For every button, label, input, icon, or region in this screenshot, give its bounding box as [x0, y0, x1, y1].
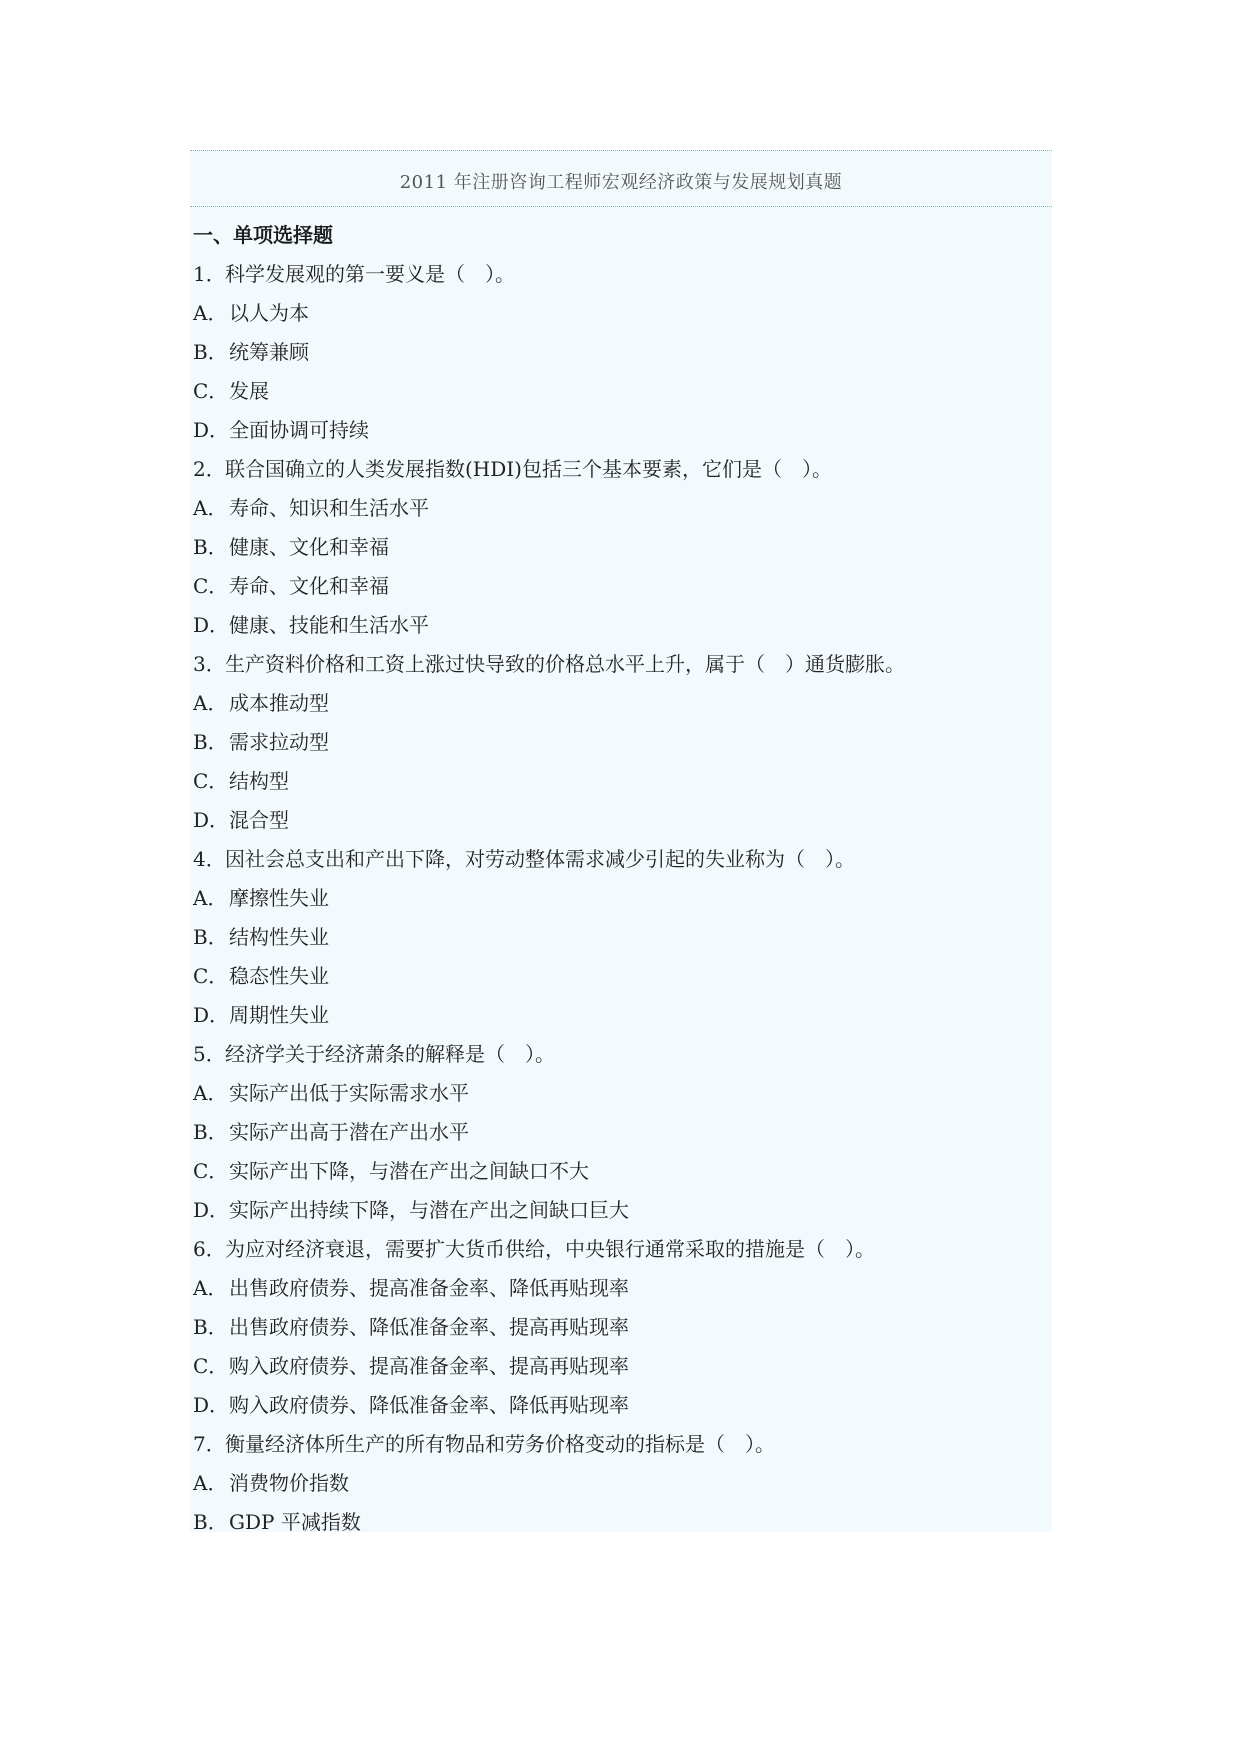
- option-letter: C．: [193, 379, 229, 403]
- question-4-option: [193, 918, 1043, 957]
- option-letter: B．: [193, 1510, 228, 1534]
- question-6-option: [193, 1347, 1043, 1386]
- question-2-option: [193, 567, 1043, 606]
- title-dotted-divider: [190, 206, 1052, 207]
- question-5-option: [193, 1113, 1043, 1152]
- option-text: 实际产出低于实际需求水平: [229, 1081, 469, 1105]
- question-3-option: [193, 723, 1043, 762]
- question-text: 为应对经济衰退，需要扩大货币供给，中央银行通常采取的措施是（ ）。: [225, 1237, 875, 1261]
- question-6-option: [193, 1308, 1043, 1347]
- option-text: 消费物价指数: [229, 1471, 349, 1495]
- option-text: 购入政府债券、提高准备金率、提高再贴现率: [229, 1354, 629, 1378]
- question-4-option: [193, 996, 1043, 1035]
- question-4-option: [193, 957, 1043, 996]
- option-text: 寿命、知识和生活水平: [229, 496, 429, 520]
- option-letter: B．: [193, 1120, 228, 1144]
- option-text: 实际产出持续下降，与潜在产出之间缺口巨大: [229, 1198, 629, 1222]
- option-text: 出售政府债券、提高准备金率、降低再贴现率: [229, 1276, 629, 1300]
- question-2-option: [193, 528, 1043, 567]
- question-5-option: [193, 1191, 1043, 1230]
- option-letter: A．: [193, 496, 228, 520]
- question-number: 4．: [193, 847, 226, 871]
- question-text: 联合国确立的人类发展指数(HDI)包括三个基本要素，它们是（ ）。: [225, 457, 832, 481]
- question-number: 3．: [193, 652, 226, 676]
- option-letter: B．: [193, 925, 228, 949]
- question-3-option: [193, 801, 1043, 840]
- option-letter: C．: [193, 1159, 229, 1183]
- question-6: [193, 1230, 1043, 1269]
- question-text: 因社会总支出和产出下降，对劳动整体需求减少引起的失业称为（ ）。: [225, 847, 855, 871]
- option-text: 结构性失业: [229, 925, 329, 949]
- question-number: 5．: [193, 1042, 226, 1066]
- option-letter: B．: [193, 535, 228, 559]
- option-text: 健康、文化和幸福: [229, 535, 389, 559]
- question-7-option: [193, 1464, 1043, 1503]
- question-text: 生产资料价格和工资上涨过快导致的价格总水平上升，属于（ ）通货膨胀。: [225, 652, 905, 676]
- option-text: 寿命、文化和幸福: [229, 574, 389, 598]
- option-letter: B．: [193, 730, 228, 754]
- section-heading: 一、单项选择题: [193, 223, 333, 247]
- question-text: 科学发展观的第一要义是（ ）。: [225, 262, 515, 286]
- question-1-option: [193, 333, 1043, 372]
- question-1: [193, 255, 1043, 294]
- option-text: 需求拉动型: [229, 730, 329, 754]
- option-letter: D．: [193, 613, 230, 637]
- option-letter: C．: [193, 1354, 229, 1378]
- question-list: [193, 216, 1043, 1542]
- option-text: 实际产出下降，与潜在产出之间缺口不大: [229, 1159, 589, 1183]
- option-letter: A．: [193, 886, 228, 910]
- option-text: 成本推动型: [229, 691, 329, 715]
- question-5: [193, 1035, 1043, 1074]
- option-text: 实际产出高于潜在产出水平: [229, 1120, 469, 1144]
- question-number: 2．: [193, 457, 226, 481]
- option-letter: D．: [193, 1003, 230, 1027]
- question-4: [193, 840, 1043, 879]
- option-text: 统筹兼顾: [229, 340, 309, 364]
- question-3: [193, 645, 1043, 684]
- question-number: 7．: [193, 1432, 226, 1456]
- question-3-option: [193, 684, 1043, 723]
- option-letter: C．: [193, 964, 229, 988]
- option-text: 健康、技能和生活水平: [229, 613, 429, 637]
- option-letter: B．: [193, 340, 228, 364]
- option-text: 全面协调可持续: [229, 418, 369, 442]
- option-letter: A．: [193, 1081, 228, 1105]
- question-text: 经济学关于经济萧条的解释是（ ）。: [225, 1042, 555, 1066]
- question-text: 衡量经济体所生产的所有物品和劳务价格变动的指标是（ ）。: [225, 1432, 775, 1456]
- option-text: 购入政府债券、降低准备金率、降低再贴现率: [229, 1393, 629, 1417]
- option-letter: D．: [193, 1393, 230, 1417]
- option-text: GDP 平减指数: [229, 1510, 361, 1534]
- option-text: 出售政府债券、降低准备金率、提高再贴现率: [229, 1315, 629, 1339]
- question-6-option: [193, 1269, 1043, 1308]
- option-letter: A．: [193, 1471, 228, 1495]
- option-letter: D．: [193, 418, 230, 442]
- option-letter: C．: [193, 574, 229, 598]
- question-1-option: [193, 411, 1043, 450]
- option-text: 摩擦性失业: [229, 886, 329, 910]
- option-letter: D．: [193, 808, 230, 832]
- question-5-option: [193, 1074, 1043, 1113]
- option-text: 发展: [229, 379, 269, 403]
- question-number: 6．: [193, 1237, 226, 1261]
- question-7: [193, 1425, 1043, 1464]
- top-dotted-divider: [190, 150, 1052, 151]
- question-4-option: [193, 879, 1043, 918]
- option-letter: A．: [193, 1276, 228, 1300]
- question-7-option: [193, 1503, 1043, 1542]
- question-2-option: [193, 606, 1043, 645]
- option-letter: B．: [193, 1315, 228, 1339]
- option-text: 周期性失业: [229, 1003, 329, 1027]
- option-text: 结构型: [229, 769, 289, 793]
- question-5-option: [193, 1152, 1043, 1191]
- document-title: 2011 年注册咨询工程师宏观经济政策与发展规划真题: [399, 172, 843, 193]
- option-letter: D．: [193, 1198, 230, 1222]
- question-1-option: [193, 294, 1043, 333]
- question-2-option: [193, 489, 1043, 528]
- option-text: 稳态性失业: [229, 964, 329, 988]
- option-letter: A．: [193, 301, 228, 325]
- question-2: [193, 450, 1043, 489]
- option-letter: C．: [193, 769, 229, 793]
- option-text: 混合型: [229, 808, 289, 832]
- question-number: 1．: [193, 262, 226, 286]
- option-letter: A．: [193, 691, 228, 715]
- option-text: 以人为本: [229, 301, 309, 325]
- question-6-option: [193, 1386, 1043, 1425]
- question-1-option: [193, 372, 1043, 411]
- question-3-option: [193, 762, 1043, 801]
